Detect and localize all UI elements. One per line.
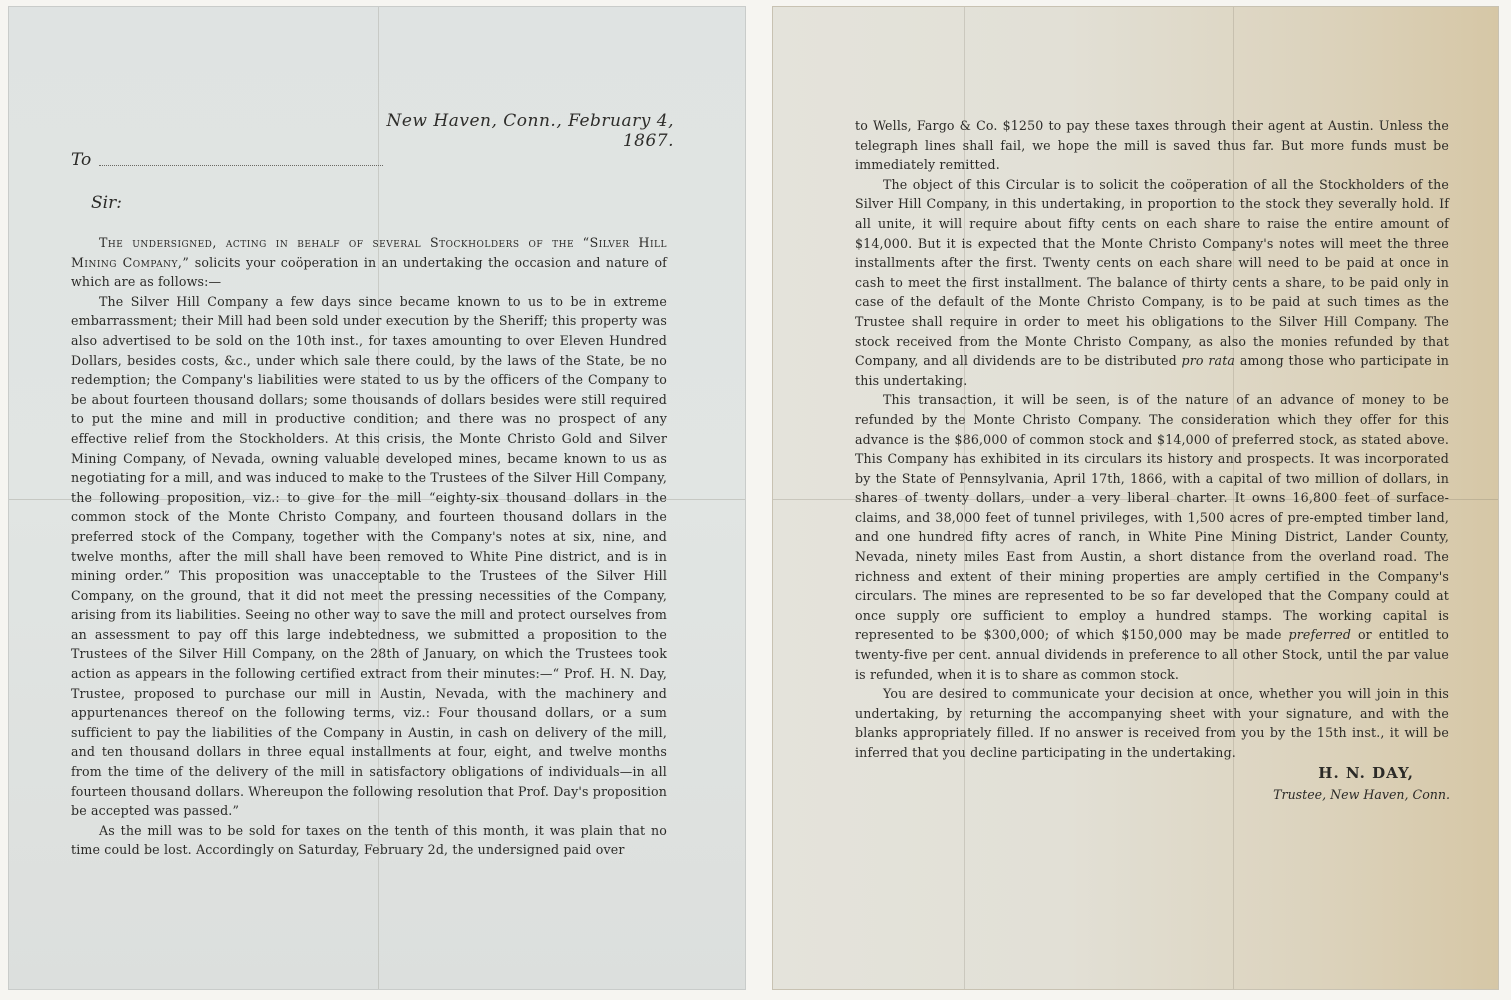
company-name: “Silver Hill Mining Company,” <box>71 235 668 270</box>
letter-page-left <box>8 6 746 990</box>
paragraph-transaction <box>855 390 1449 684</box>
addressee-line <box>71 150 383 170</box>
paragraph-intro <box>71 233 667 292</box>
paragraph-taxes: to Wells, Fargo & Co. $1250 to pay these taxes through their agent at Austin. Unless the telegraph lines shall fail, we hope the mill is saved thus far. But more funds must be immediately remitted. <box>855 118 1449 173</box>
to-label: To <box>71 150 92 170</box>
paragraph-object-a: The object of this Circular is to solicit the coöperation of all the Stockholders of the Silver Hill Company, in this undertaking, in proportion to the stock they severally hold. If all unite, it will require about fifty cents on each share to raise the entire amount of $14,000. But it is expected that the Monte Christo Company's notes will meet the three installments after the first. Twenty cents on each share will need to be paid at once in cash to meet the first installment. The balance of thirty cents a share, to be paid only in case of the default of the Monte Christo Company, is to be paid at such times as the Trustee shall require in order to meet his obligations to the Silver Hill Company. The stock received from the Monte Christo Company, as also the monies refunded by that Company, and all dividends are to be distributed <box>855 176 1449 369</box>
dateline: New Haven, Conn., February 4, 1867. <box>386 111 674 151</box>
signature-name: H. N. DAY, <box>1318 764 1414 782</box>
salutation: Sir: <box>91 193 122 213</box>
paragraph-request: You are desired to communicate your decision at once, whether you will join in this undertaking, by returning the accompanying sheet with your signature, and with the blanks appropriately filled. If no answer is received from you by the 15th inst., it will be inferred that you decline participating in the undertaking. <box>855 686 1449 760</box>
paragraph-object-b: among those who participate in this undertaking. <box>855 353 1450 388</box>
paragraph-situation: The Silver Hill Company a few days since became known to us to be in extreme embarrassment; their Mill had been sold under execution by the Sheriff; this property was also advertised to be sold on the 10th inst., for taxes amounting to over Eleven Hundred Dollars, besides costs, &c., under which sale there could, by the laws of the State, be no redemption; the Company's liabilities were stated to us by the officers of the Company to be about fourteen thousand dollars; some thousands of dollars besides were still required to put the mine and mill in productive condition; and there was no prospect of any effective relief from the Stockholders. At this crisis, the Monte Christo Gold and Silver Mining Company, of Nevada, owning valuable developed mines, became known to us as negotiating for a mill, and was induced to make to the Trustees of the Silver Hill Company, the following proposition, viz.: to give for the mill “eighty-six thousand dollars in the common stock of the Monte Christo Company, and fourteen thousand dollars in the preferred stock of the Company, together with the Company's notes at six, nine, and twelve months, after the mill shall have been removed to White Pine district, and is in mining order.” This proposition was unacceptable to the Trustees of the Silver Hill Company, on the ground, that it did not meet the pressing necessities of the Company, arising from its liabilities. Seeing no other way to save the mill and protect ourselves from an assessment to pay off this large indebtedness, we submitted a proposition to the Trustees of the Silver Hill Company, on the 28th of January, on which the Trustees took action as appears in the following certified extract from their minutes:—“ Prof. H. N. Day, Trustee, proposed to purchase our mill in Austin, Nevada, with the machinery and appurtenances thereof on the following terms, viz.: Four thousand dollars, or a sum sufficient to pay the liabilities of the Company in Austin, in cash on delivery of the mill, and ten thousand dollars in three equal installments at four, eight, and twelve months from the time of the delivery of the mill in satisfactory obligations of individuals—in all fourteen thousand dollars. Whereupon the following resolution that Prof. Day's proposition be accepted was passed.” <box>71 293 667 819</box>
paragraph-transaction-b: or entitled to twenty-five per cent. annual dividends in preference to all other Stock, until the par value is refunded, when it is to share as common stock. <box>855 627 1449 682</box>
paragraph-intro-lead: The undersigned, acting in behalf of several Stockholders of the <box>99 235 575 250</box>
paragraph-intro-rest: solicits your coöperation in an undertaking the occasion and nature of which are as follows:— <box>71 254 667 290</box>
letter-body-left <box>71 233 667 860</box>
letter-body-right <box>855 116 1449 763</box>
addressee-blank <box>99 165 383 166</box>
preferred-term: preferred <box>1288 627 1352 643</box>
pro-rata-term: pro rata <box>1181 353 1236 369</box>
paragraph-continued: As the mill was to be sold for taxes on the tenth of this month, it was plain that no time could be lost. Accordingly on Saturday, February 2d, the undersigned paid over <box>71 822 667 858</box>
letter-page-right <box>772 6 1499 990</box>
signature-title: Trustee, New Haven, Conn. <box>1273 787 1450 802</box>
paragraph-object <box>855 175 1449 391</box>
paragraph-transaction-a: This transaction, it will be seen, is of the nature of an advance of money to be refunded by the Monte Christo Company. The consideration which they offer for this advance is the $86,000 of common stock and $14,000 of preferred stock, as stated above. This Company has exhibited in its circulars its history and prospects. It was incorporated by the State of Pennsylvania, April 17th, 1866, with a capital of two million of dollars, in shares of twenty dollars, under a very liberal charter. It owns 16,800 feet of surface-claims, and 38,000 feet of tunnel privileges, with 1,500 acres of pre-empted timber land, and one hundred fifty acres of ranch, in White Pine Mining District, Lander County, Nevada, ninety miles East from Austin, a short distance from the overland road. The richness and extent of their mining properties are amply certified in the Company's circulars. The mines are represented to be so far developed that the Company could at once supply ore sufficient to employ a hundred stamps. The working capital is represented to be $300,000; of which $150,000 may be made <box>855 392 1449 643</box>
